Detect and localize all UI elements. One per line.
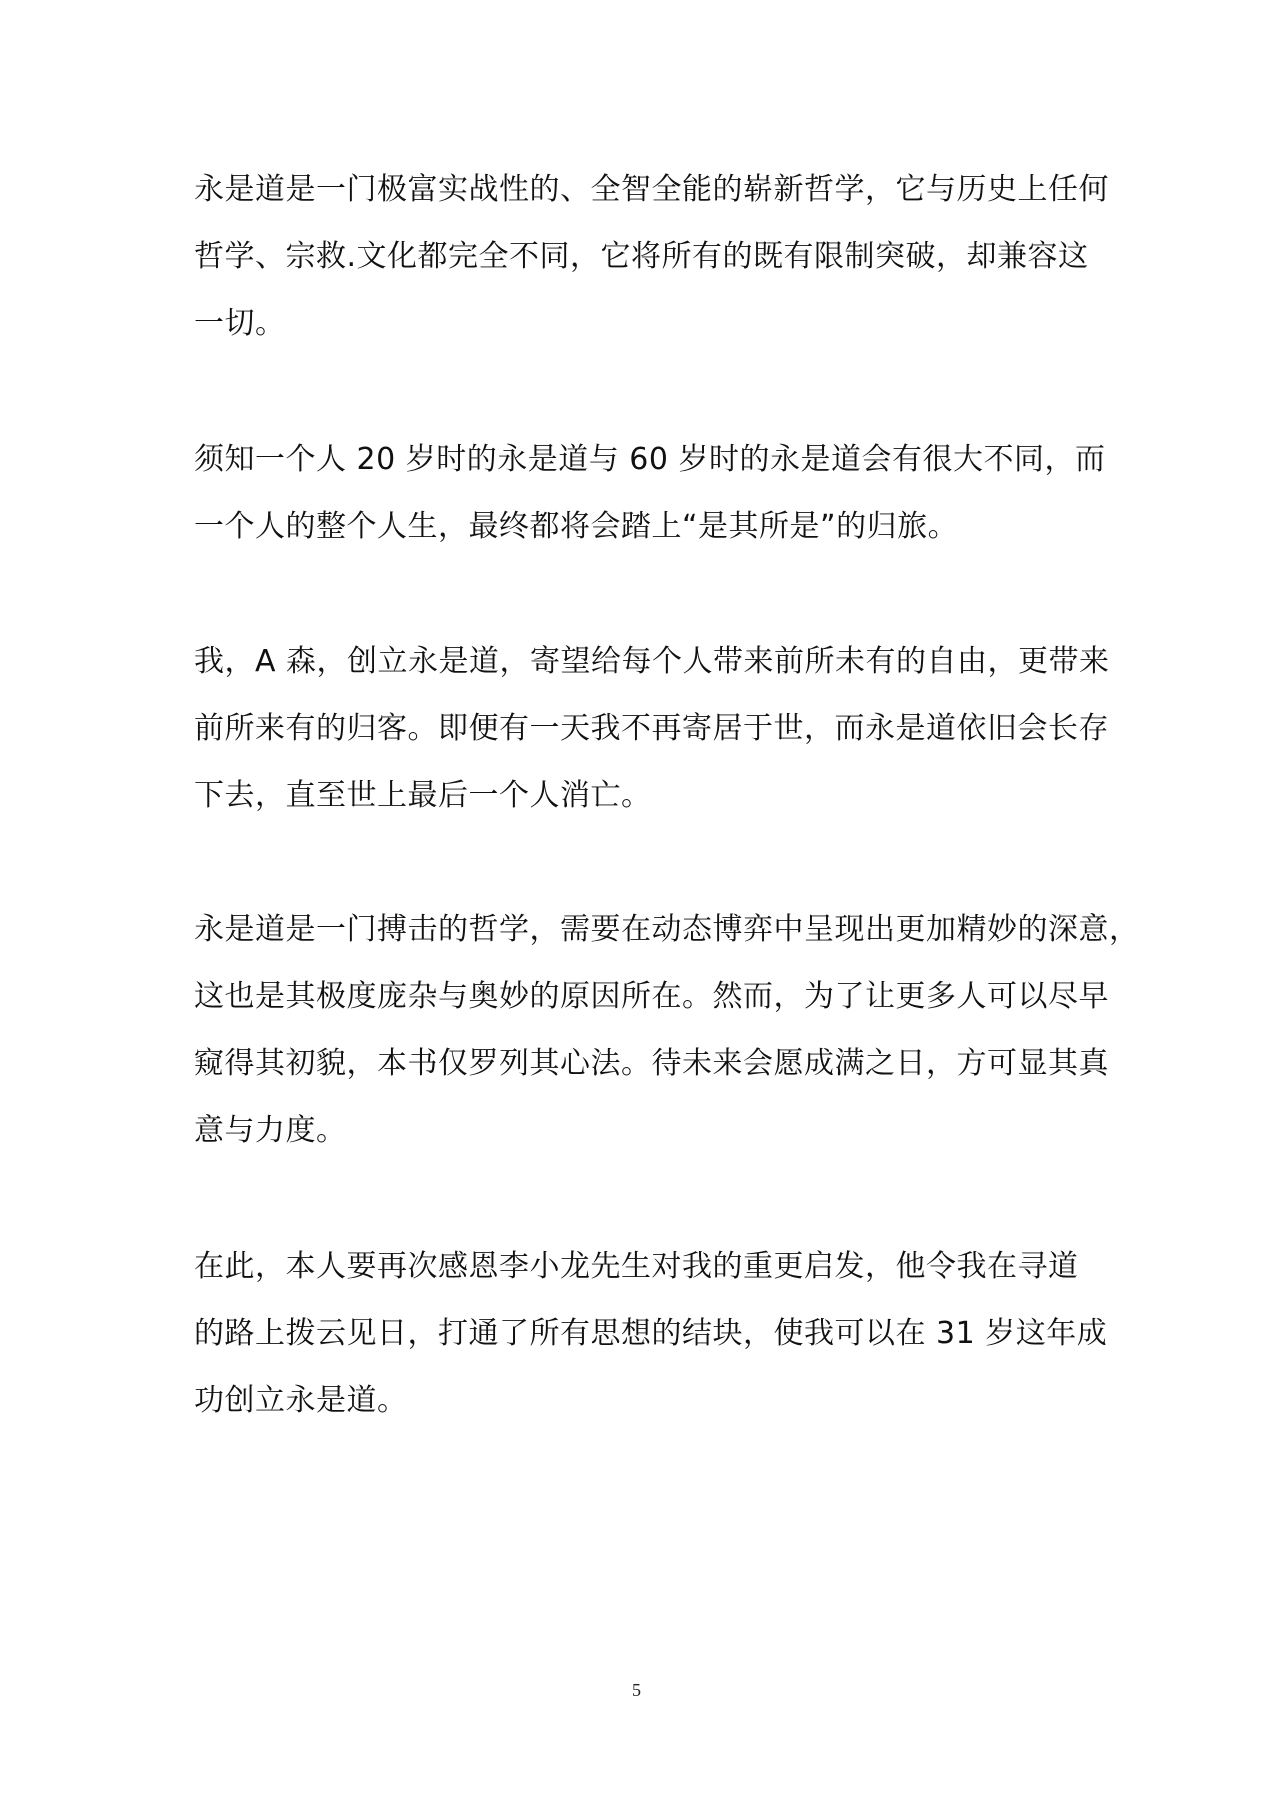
paragraph-4 xyxy=(194,896,1140,1164)
paragraph-line: 前所来有的归客。即便有一天我不再寄居于世，而永是道依旧会长存 xyxy=(194,711,1109,746)
paragraph-line: 下去，直至世上最后一个人消亡。 xyxy=(194,778,652,813)
paragraph-line: 哲学、宗救.文化都完全不同，它将所有的既有限制突破，却兼容这 xyxy=(194,239,1089,274)
page-number: 5 xyxy=(632,1680,641,1700)
paragraph-line: 窥得其初貌，本书仅罗列其心法。待未来会愿成满之日，方可显其真 xyxy=(194,1046,1109,1081)
paragraph-line: 永是道是一门极富实战性的、全智全能的崭新哲学，它与历史上任何 xyxy=(194,172,1109,207)
paragraph-2 xyxy=(194,426,1106,560)
paragraph-line: 功创立永是道。 xyxy=(194,1383,408,1418)
paragraph-line: 一个人的整个人生，最终都将会踏上“是其所是”的归旅。 xyxy=(194,509,959,544)
paragraph-3 xyxy=(194,628,1110,829)
paragraph-line: 一切。 xyxy=(194,306,286,341)
paragraph-line: 须知一个人 20 岁时的永是道与 60 岁时的永是道会有很大不同，而 xyxy=(194,442,1106,477)
paragraph-5 xyxy=(194,1233,1108,1434)
paragraph-line: 在此，本人要再次感恩李小龙先生对我的重更启发，他令我在寻道 xyxy=(194,1249,1079,1284)
paragraph-1 xyxy=(194,156,1109,357)
paragraph-line: 我，A 森，创立永是道，寄望给每个人带来前所未有的自由，更带来 xyxy=(194,644,1110,679)
paragraph-line: 这也是其极度庞杂与奥妙的原因所在。然而，为了让更多人可以尽早 xyxy=(194,979,1109,1014)
paragraph-line: 意与力度。 xyxy=(194,1113,347,1148)
paragraph-line: 的路上拨云见日，打通了所有思想的结块，使我可以在 31 岁这年成 xyxy=(194,1316,1108,1351)
paragraph-line: 永是道是一门搏击的哲学，需要在动态博弈中呈现出更加精妙的深意， xyxy=(194,912,1140,947)
